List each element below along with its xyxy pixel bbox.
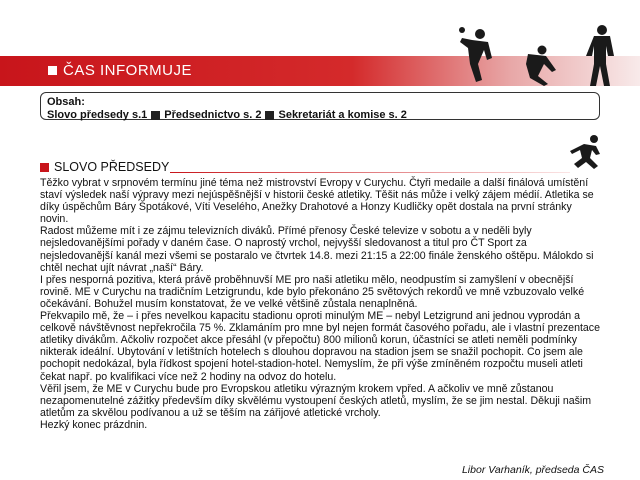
section-heading bbox=[40, 160, 169, 174]
page-title: ČAS INFORMUJE bbox=[63, 62, 193, 79]
article-body bbox=[40, 177, 600, 431]
toc-item[interactable]: Předsednictvo s. 2 bbox=[164, 109, 262, 121]
athletes-silhouette-icon bbox=[432, 20, 632, 90]
square-bullet-icon bbox=[48, 66, 57, 75]
toc-item[interactable]: Sekretariát a komise s. 2 bbox=[278, 109, 407, 121]
section-divider bbox=[170, 172, 570, 173]
square-bullet-icon bbox=[40, 163, 49, 172]
paragraph: I přes nesporná pozitiva, která právě proběhnuvší ME pro naši atletiku mělo, neodpustím si zamyšlení v obecnější rovině. ME v Curychu na tradičním Letzigrundu, kde bylo překonáno 25 světových rekordů ve mně vzbuzovalo velké očekávání. Bohužel musím konstatovat, že ve velké většině zůstala nenaplněná. bbox=[40, 273, 585, 310]
toc-label: Obsah: bbox=[47, 96, 85, 108]
paragraph: Radost můžeme mít i ze zájmu televizních diváků. Přímé přenosy České televize v sobotu a v neděli byly nejsledovanějšími pořady v daném čase. O naprostý vrchol, nejvyšší sledovanost a titul pro ČT Sport za nejsledovanější kanál mezi všemi se postaralo ve čtvrtek 14.8. mezi 21:15 a 22:00 finále ženského oštěpu. Málokdo si chtěl nechat ujít návrat „naší“ Báry. bbox=[40, 225, 594, 274]
runner-silhouette-icon bbox=[560, 132, 608, 172]
paragraph: Hezký konec prázdnin. bbox=[40, 418, 148, 431]
signature: Libor Varhaník, předseda ČAS bbox=[461, 464, 604, 476]
paragraph: Těžko vybrat v srpnovém termínu jiné téma než mistrovství Evropy v Curychu. Čtyři medaile a další finálová umístění staví výsledek naší výpravy mezi nejúspěšnější v historii české atletiky. Těšit nás může i velký zájem médií. Atletika se díky úspěchům Báry Špotákové, Víti Veselého, Anežky Drahotové a Honzy Kudličky opět dostala na první stránky novin. bbox=[40, 177, 594, 226]
toc-item[interactable]: Slovo předsedy s.1 bbox=[47, 109, 148, 121]
table-of-contents bbox=[40, 92, 600, 120]
header bbox=[48, 62, 192, 79]
square-bullet-icon bbox=[151, 111, 160, 120]
square-bullet-icon bbox=[265, 111, 274, 120]
paragraph: Věřil jsem, že ME v Curychu bude pro Evropskou atletiku výrazným krokem vpřed. A ačkoliv ve mně zůstanou nezapomenutelné zážitky především díky skvělému vystoupení českých atletů, myslím, že se jim nestal. Děkuji našim atletům za skvělou podívanou a už se těším na zářijové atletické vrcholy. bbox=[40, 382, 592, 419]
toc-items bbox=[47, 109, 593, 122]
section-title: SLOVO PŘEDSEDY bbox=[54, 160, 170, 174]
paragraph: Překvapilo mě, že – i přes nevelkou kapacitu stadionu oproti minulým ME – nebyl Letzigrund ani jednou vyprodán a celkově návštěvnost nepřekročila 75 %. Zklamáním pro mne byl nejen formát časového pořadu, ale i vlastní prezentace atletiky divákům. Ačkoliv rozpočet akce přesáhl (v přepočtu) 800 milionů korun, účastníci se atleti neměli podmínky nikterak ideální. Ubytování v letištních hotelech s dlouhou dopravou na stadion jsem se snažil pochopit. Co jsem ale pochopit nedokázal, byla řídkost spojení hotel-stadion-hotel. Nemyslím, že při výše zmíněném rozpočtu museli atleti čekat např. po kvalifikaci více než 2 hodiny na odvoz do hotelu. bbox=[40, 310, 600, 383]
